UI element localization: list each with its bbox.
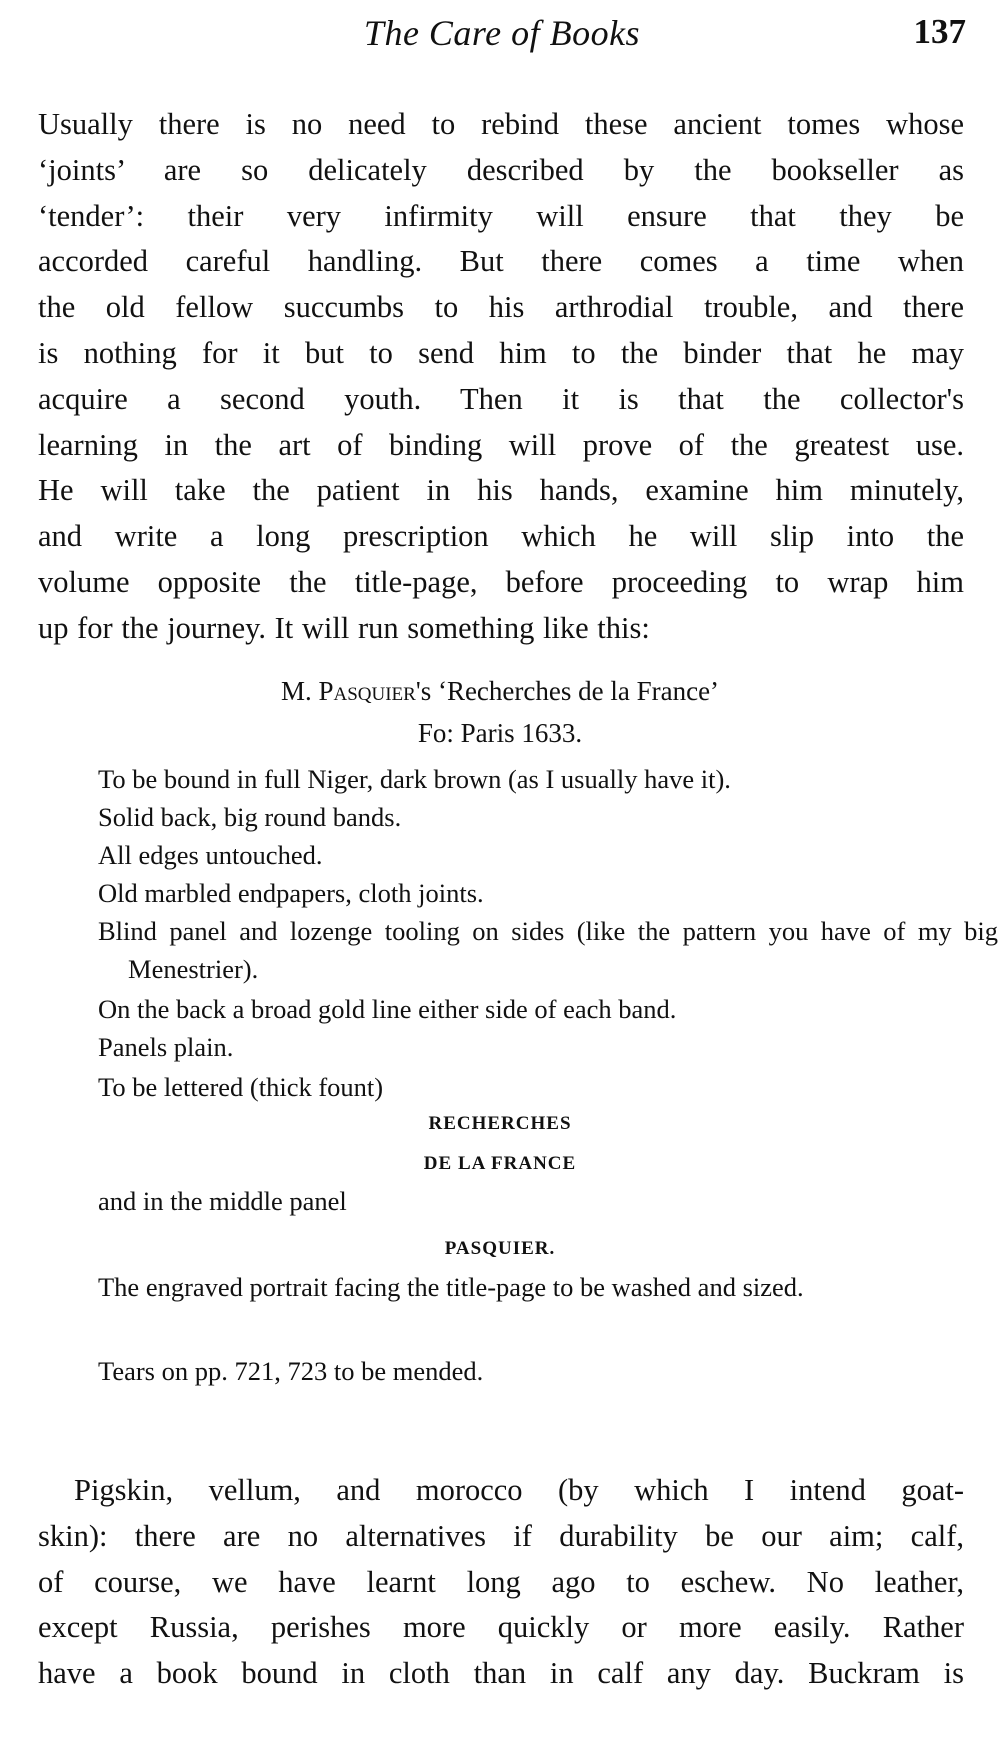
middle-panel-note: and in the middle panel <box>98 1186 347 1216</box>
prescription-title <box>0 676 1000 707</box>
title-suffix: 's ‘Recherches de la France’ <box>415 676 720 706</box>
paragraph-line: Usually there is no need to rebind these ancient tomes whose <box>38 107 964 141</box>
prescription-item: Panels plain. <box>98 1032 234 1062</box>
lettering-line: DE LA FRANCE <box>423 1153 577 1174</box>
prescription-item: The engraved portrait facing the title-page to be washed and sized. <box>98 1272 804 1302</box>
paragraph-line: accorded careful handling. But there comes a time when <box>38 244 964 279</box>
page-header <box>38 12 966 72</box>
title-prefix: M. <box>280 676 319 706</box>
prescription-item: Tears on pp. 721, 723 to be mended. <box>98 1356 484 1386</box>
prescription-item: On the back a broad gold line either side of each band. <box>98 994 677 1024</box>
page-number: 137 <box>913 12 966 51</box>
paragraph-line: volume opposite the title-page, before proceeding to wrap him <box>38 564 964 599</box>
paragraph-line: and write a long prescription which he will slip into the <box>38 519 964 554</box>
prescription-item: Solid back, big round bands. <box>98 802 402 832</box>
paragraph-line: ‘joints’ are so delicately described by the bookseller as <box>38 152 964 187</box>
lettering-line: RECHERCHES <box>428 1113 572 1134</box>
paragraph-line: of course, we have learnt long ago to eschew. No leather, <box>38 1564 964 1599</box>
prescription-item: Old marbled endpapers, cloth joints. <box>98 878 484 908</box>
paragraph-line: He will take the patient in his hands, examine him minutely, <box>38 473 964 508</box>
paragraph-line: have a book bound in cloth than in calf any day. Buckram is <box>38 1656 964 1691</box>
prescription-item: To be lettered (thick fount) <box>98 1072 384 1102</box>
paragraph-line: skin): there are no alternatives if durability be our aim; calf, <box>38 1518 964 1553</box>
format-line: Fo: Paris 1633. <box>417 718 583 748</box>
paragraph-line: the old fellow succumbs to his arthrodial trouble, and there <box>38 290 964 325</box>
paragraph-line: acquire a second youth. Then it is that the collector's <box>38 381 964 416</box>
paragraph-line: learning in the art of binding will prove of the greatest use. <box>38 427 964 462</box>
prescription-item: To be bound in full Niger, dark brown (as I usually have it). <box>98 764 731 794</box>
paragraph-line: Pigskin, vellum, and morocco (by which I intend goat- <box>74 1473 964 1507</box>
lettering-line: PASQUIER. <box>444 1238 556 1259</box>
running-title: The Care of Books <box>363 13 641 53</box>
paragraph-line: except Russia, perishes more quickly or more easily. Rather <box>38 1610 964 1645</box>
prescription-item: All edges untouched. <box>98 840 323 870</box>
paragraph-line: ‘tender’: their very infirmity will ensure that they be <box>38 198 964 233</box>
author-name: Pasquier <box>318 676 416 706</box>
prescription-item: Blind panel and lozenge tooling on sides (like the pattern you have of my big Menestrier). <box>98 916 998 984</box>
paragraph-2 <box>38 1468 964 1697</box>
paragraph-1 <box>38 102 964 652</box>
paragraph-line: up for the journey. It will run something like this: <box>38 610 650 645</box>
paragraph-line: is nothing for it but to send him to the binder that he may <box>38 335 964 370</box>
